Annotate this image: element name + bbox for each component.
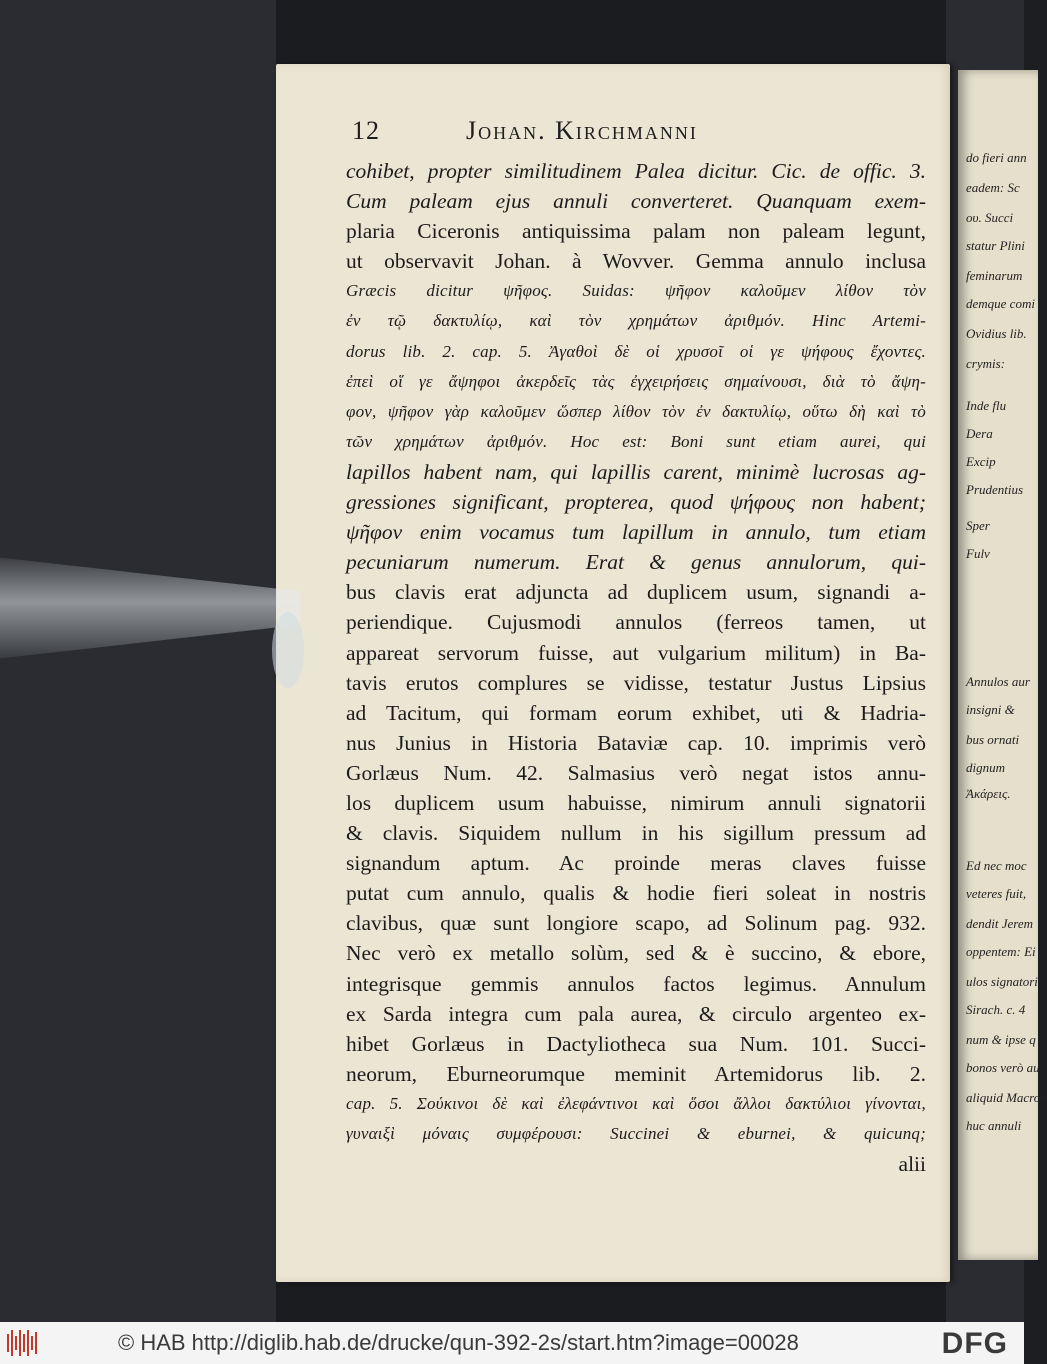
next-page-edge xyxy=(958,70,1047,1260)
text-line: gressiones significant, propterea, quod ψήφους non habent; xyxy=(346,490,926,515)
page-body xyxy=(346,156,926,1179)
text-line: & clavis. Siquidem nullum in his sigillum pressum ad xyxy=(346,821,926,846)
text-line: Nec verò ex metallo solùm, sed & è succino, & ebore, xyxy=(346,941,926,966)
text-line: lapillos habent nam, qui lapillis carent, minimè lucrosas ag- xyxy=(346,459,926,484)
margin-note: oppentem: Ei xyxy=(966,944,1036,959)
margin-note: do fieri ann xyxy=(966,150,1027,165)
text-line: nus Junius in Historia Bataviæ cap. 10. imprimis verò xyxy=(346,730,926,755)
viewer-footer xyxy=(0,1322,1024,1364)
text-line: los duplicem usum habuisse, nimirum annuli signatorii xyxy=(346,790,926,815)
margin-note: num & ipse q xyxy=(966,1032,1036,1047)
margin-note: Fulv xyxy=(966,546,990,561)
text-line: signandum aptum. Ac proinde meras claves fuisse xyxy=(346,851,926,876)
margin-note: Inde flu xyxy=(966,398,1007,413)
text-line: periendique. Cujusmodi annulos (ferreos tamen, ut xyxy=(346,610,926,635)
text-line: ex Sarda integra cum pala aurea, & circulo argenteo ex- xyxy=(346,1001,926,1026)
copyright-link[interactable]: © HAB http://diglib.hab.de/drucke/qun-392-2s/start.htm?image=00028 xyxy=(118,1330,799,1355)
text-line: cohibet, propter similitudinem Palea dicitur. Cic. de offic. 3. xyxy=(346,159,926,183)
text-line: Græcis dicitur ψῆφος. Suidas: ψῆφον καλοῦμεν λίθον τὸν xyxy=(346,281,926,301)
text-line: γυναιξὶ μόναις συμφέρουσι: Succinei & eburnei, & quicunq; xyxy=(346,1124,926,1143)
text-line: τῶν χρημάτων ἀριθμόν. Hoc est: Boni sunt etiam aurei, qui xyxy=(346,431,926,451)
page-header xyxy=(352,116,912,152)
text-line: hibet Gorlæus in Dactyliotheca sua Num. 101. Succi- xyxy=(346,1031,926,1056)
margin-note: eadem: Sc xyxy=(966,180,1020,195)
margin-note: Sper xyxy=(966,518,990,533)
margin-note: insigni & xyxy=(966,702,1015,717)
text-line: appareat servorum fuisse, aut vulgarium militum) in Ba- xyxy=(346,640,926,665)
hab-logo-icon xyxy=(6,1328,38,1358)
text-line: alii xyxy=(898,1152,926,1177)
margin-note: Excip xyxy=(966,454,996,469)
text-line: ἐπεὶ οἵ γε ἄψηφοι ἀκερδεῖς τὰς ἐγχειρήσεις σημαίνουσι, διὰ τὸ ἄψη- xyxy=(346,371,926,391)
book-cover-left xyxy=(0,0,276,1322)
margin-note: Ἀκάρεις. xyxy=(966,786,1011,801)
text-line: bus clavis erat adjuncta ad duplicem usum, signandi a- xyxy=(346,580,926,605)
text-line: φον, ψῆφον γὰρ καλοῦμεν ὥσπερ λίθον τὸν ἐν δακτυλίῳ, οὕτω δὴ καὶ τὸ xyxy=(346,401,926,421)
margin-note: Dera xyxy=(966,426,993,441)
text-line: ἐν τῷ δακτυλίῳ, καὶ τὸν χρημάτων ἀριθμόν. Hinc Artemi- xyxy=(346,311,926,331)
text-line: tavis erutos complures se vidisse, testatur Justus Lipsius xyxy=(346,670,926,695)
margin-note: Sirach. c. 4 xyxy=(966,1002,1026,1017)
text-line: Cum paleam ejus annuli converteret. Quanquam exem- xyxy=(346,189,926,214)
margin-note: ulos signatori xyxy=(966,974,1038,989)
margin-note: veteres fuit, xyxy=(966,886,1027,901)
margin-note: aliquid Macrob xyxy=(966,1090,1047,1105)
text-line: Gorlæus Num. 42. Salmasius verò negat istos annu- xyxy=(346,760,926,785)
text-line: neorum, Eburneorumque meminit Artemidorus lib. 2. xyxy=(346,1061,926,1086)
text-line: dorus lib. 2. cap. 5. Ἀγαθοὶ δὲ οἱ χρυσοῖ οἱ γε ψήφους ἔχοντες. xyxy=(346,341,926,361)
text-line: integrisque gemmis annulos factos legimus. Annulum xyxy=(346,971,926,996)
page-number: 12 xyxy=(352,116,380,145)
margin-note: ου. Succi xyxy=(966,210,1014,225)
text-line: ad Tacitum, qui formam eorum exhibet, uti & Hadria- xyxy=(346,700,926,725)
margin-note: statur Plini xyxy=(966,238,1025,253)
book-clamp-tip xyxy=(272,612,304,688)
text-line: ut observavit Johan. à Wovver. Gemma annulo inclusa xyxy=(346,249,926,274)
margin-note: feminarum xyxy=(966,268,1023,283)
margin-note: bonos verò au xyxy=(966,1060,1040,1075)
text-line: clavibus, quæ sunt longiore scapo, ad Solinum pag. 932. xyxy=(346,911,926,936)
margin-note: dignum xyxy=(966,760,1005,775)
running-title: Johan. Kirchmanni xyxy=(466,116,698,145)
text-line: putat cum annulo, qualis & hodie fieri soleat in nostris xyxy=(346,881,926,906)
dfg-logo: DFG xyxy=(941,1327,1008,1360)
margin-note: Ed nec moc xyxy=(966,858,1027,873)
text-line: ψῆφον enim vocamus tum lapillum in annulo, tum etiam xyxy=(346,520,926,545)
margin-note: huc annuli xyxy=(966,1118,1022,1133)
margin-note: crymis: xyxy=(966,356,1005,371)
text-line: plaria Ciceronis antiquissima palam non paleam legunt, xyxy=(346,219,926,244)
margin-note: Prudentius xyxy=(966,482,1024,497)
text-line: cap. 5. Σούκινοι δὲ καὶ ἐλεφάντινοι καὶ ὅσοι ἄλλοι δακτύλιοι γίνονται, xyxy=(346,1093,926,1113)
margin-note: Annulos aur xyxy=(966,674,1030,689)
margin-note: Ovidius lib. xyxy=(966,326,1027,341)
margin-note: demque comi xyxy=(966,296,1035,311)
book-page xyxy=(276,64,950,1282)
margin-note: dendit Jerem xyxy=(966,916,1034,931)
text-line: pecuniarum numerum. Erat & genus annulorum, qui- xyxy=(346,550,926,575)
margin-note: bus ornati xyxy=(966,732,1020,747)
